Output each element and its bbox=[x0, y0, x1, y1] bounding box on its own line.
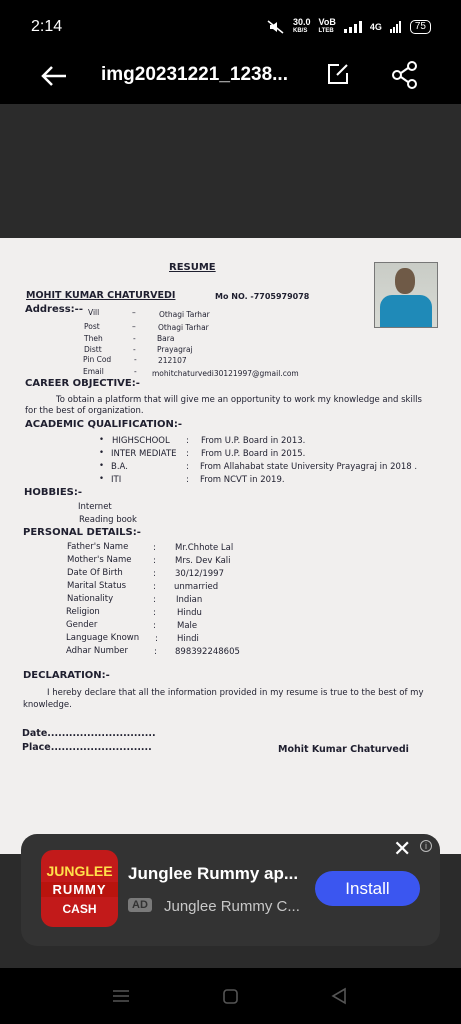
hobby-item: Reading book bbox=[79, 515, 137, 525]
nav-back-icon[interactable] bbox=[330, 987, 348, 1005]
status-time: 2:14 bbox=[31, 18, 63, 35]
address-sep: - bbox=[134, 367, 137, 376]
place-label: Place............................ bbox=[22, 742, 152, 753]
personal-label: Date Of Birth bbox=[67, 568, 123, 578]
ad-badge: AD bbox=[128, 898, 152, 912]
net-speed-value: 30.0 bbox=[292, 17, 311, 27]
academic-bullet: • bbox=[99, 448, 105, 458]
personal-value: Indian bbox=[176, 595, 203, 605]
edit-icon[interactable] bbox=[325, 61, 351, 87]
address-label: Distt bbox=[84, 345, 102, 354]
personal-value: Male bbox=[177, 621, 198, 631]
mute-icon bbox=[267, 20, 285, 34]
install-button[interactable]: Install bbox=[315, 871, 420, 906]
logo-line-2: RUMMY bbox=[41, 882, 118, 897]
academic-sep: : bbox=[186, 449, 189, 459]
academic-bullet: • bbox=[99, 435, 105, 445]
personal-value: Hindu bbox=[177, 608, 202, 618]
address-sep: - bbox=[133, 345, 136, 354]
declaration-text-line-1: I hereby declare that all the information provided in my resume is true to the best of my bbox=[47, 688, 424, 698]
logo-line-1: JUNGLEE bbox=[46, 863, 113, 879]
system-nav-bar bbox=[0, 968, 461, 1024]
address-label: Vill bbox=[88, 308, 100, 317]
academic-bullet: • bbox=[99, 461, 105, 471]
academic-bullet: • bbox=[99, 474, 105, 484]
personal-label: Gender bbox=[66, 620, 98, 630]
personal-sep: : bbox=[154, 647, 157, 657]
academic-sep: : bbox=[186, 475, 189, 485]
declaration-text-line-2: knowledge. bbox=[23, 700, 72, 710]
personal-label: Nationality bbox=[67, 594, 114, 604]
personal-title: PERSONAL DETAILS:- bbox=[23, 527, 141, 538]
volte-sub-label: LTEB bbox=[318, 28, 334, 34]
ad-subtitle: Junglee Rummy C... bbox=[164, 898, 300, 915]
net-speed-unit: KB/S bbox=[292, 28, 308, 34]
address-sep: - bbox=[133, 334, 136, 343]
address-label: Email bbox=[83, 367, 104, 376]
personal-label: Language Known bbox=[66, 633, 140, 643]
personal-label: Father's Name bbox=[67, 542, 129, 552]
signal-icon-2 bbox=[390, 21, 402, 33]
academic-course: ITI bbox=[111, 475, 122, 485]
ad-banner[interactable] bbox=[21, 834, 440, 946]
address-sep: - bbox=[134, 355, 137, 364]
network-type: 4G bbox=[369, 22, 382, 32]
personal-label: Adhar Number bbox=[66, 646, 128, 656]
address-sep: – bbox=[132, 322, 136, 331]
academic-detail: From U.P. Board in 2015. bbox=[201, 449, 306, 459]
career-title: CAREER OBJECTIVE:- bbox=[25, 378, 140, 389]
date-label: Date.............................. bbox=[22, 728, 156, 739]
resume-mobile: Mo NO. -7705979078 bbox=[215, 292, 310, 301]
personal-sep: : bbox=[153, 556, 156, 566]
academic-course: HIGHSCHOOL bbox=[112, 436, 170, 446]
personal-value: 30/12/1997 bbox=[175, 569, 224, 579]
address-value: Othagi Tarhar bbox=[159, 310, 210, 319]
personal-label: Mother's Name bbox=[67, 555, 132, 565]
personal-value: 898392248605 bbox=[175, 647, 240, 657]
address-label: Theh bbox=[84, 334, 103, 343]
app-logo bbox=[41, 850, 118, 927]
hobby-item: Internet bbox=[78, 502, 112, 512]
academic-detail: From NCVT in 2019. bbox=[200, 475, 285, 485]
academic-course: INTER MEDIATE bbox=[111, 449, 177, 459]
resume-name: MOHIT KUMAR CHATURVEDI bbox=[26, 290, 176, 301]
academic-detail: From Allahabat state University Prayagraj in 2018 . bbox=[200, 462, 418, 472]
home-icon[interactable] bbox=[222, 988, 239, 1005]
signature-name: Mohit Kumar Chaturvedi bbox=[278, 744, 409, 755]
volte-label: VoB bbox=[318, 17, 336, 27]
share-icon[interactable] bbox=[390, 60, 420, 90]
address-value: 212107 bbox=[158, 356, 187, 365]
address-label: Post bbox=[84, 322, 100, 331]
close-icon[interactable]: ✕ bbox=[393, 836, 412, 861]
volte-indicator bbox=[319, 18, 336, 36]
battery-icon: 75 bbox=[410, 20, 431, 34]
academic-course: B.A. bbox=[111, 462, 128, 472]
status-bar bbox=[0, 0, 461, 52]
address-value: Prayagraj bbox=[157, 345, 193, 354]
personal-value: Mrs. Dev Kali bbox=[175, 556, 231, 566]
personal-sep: : bbox=[153, 582, 156, 592]
personal-value: Hindi bbox=[177, 634, 199, 644]
address-value: mohitchaturvedi30121997@gmail.com bbox=[152, 369, 299, 378]
personal-label: Marital Status bbox=[67, 581, 127, 591]
personal-value: unmarried bbox=[174, 582, 219, 592]
photo-shirt bbox=[380, 295, 432, 328]
profile-photo bbox=[374, 262, 438, 328]
ad-title[interactable]: Junglee Rummy ap... bbox=[128, 864, 299, 883]
address-sep: – bbox=[132, 308, 136, 317]
back-arrow-icon[interactable] bbox=[38, 60, 70, 92]
academic-sep: : bbox=[186, 436, 189, 446]
address-value: Othagi Tarhar bbox=[158, 323, 209, 332]
info-icon[interactable]: i bbox=[420, 840, 432, 852]
resume-heading: RESUME bbox=[169, 262, 216, 273]
personal-sep: : bbox=[153, 569, 156, 579]
signal-icon bbox=[344, 21, 362, 33]
file-title: img20231221_1238... bbox=[101, 64, 288, 85]
personal-sep: : bbox=[153, 595, 156, 605]
address-label: Pin Cod bbox=[83, 355, 112, 364]
status-icons bbox=[267, 18, 431, 36]
personal-sep: : bbox=[153, 543, 156, 553]
career-text-line-1: To obtain a platform that will give me an opportunity to work my knowledge and skills bbox=[56, 395, 422, 405]
career-text-line-2: for the best of organization. bbox=[25, 406, 144, 416]
resume-document bbox=[0, 238, 461, 854]
academic-title: ACADEMIC QUALIFICATION:- bbox=[25, 419, 183, 430]
address-title: Address:-- bbox=[25, 304, 83, 315]
personal-sep: : bbox=[155, 634, 158, 644]
declaration-title: DECLARATION:- bbox=[23, 670, 110, 681]
app-bar bbox=[0, 52, 461, 104]
net-speed bbox=[293, 18, 311, 36]
personal-value: Mr.Chhote Lal bbox=[175, 543, 234, 553]
address-value: Bara bbox=[157, 334, 175, 343]
academic-detail: From U.P. Board in 2013. bbox=[201, 436, 306, 446]
personal-sep: : bbox=[153, 621, 156, 631]
academic-sep: : bbox=[186, 462, 189, 472]
personal-label: Religion bbox=[66, 607, 100, 617]
hobbies-title: HOBBIES:- bbox=[24, 487, 83, 498]
photo-head bbox=[395, 268, 415, 294]
recent-apps-icon[interactable] bbox=[112, 988, 130, 1004]
personal-sep: : bbox=[153, 608, 156, 618]
logo-line-3: CASH bbox=[62, 902, 97, 916]
